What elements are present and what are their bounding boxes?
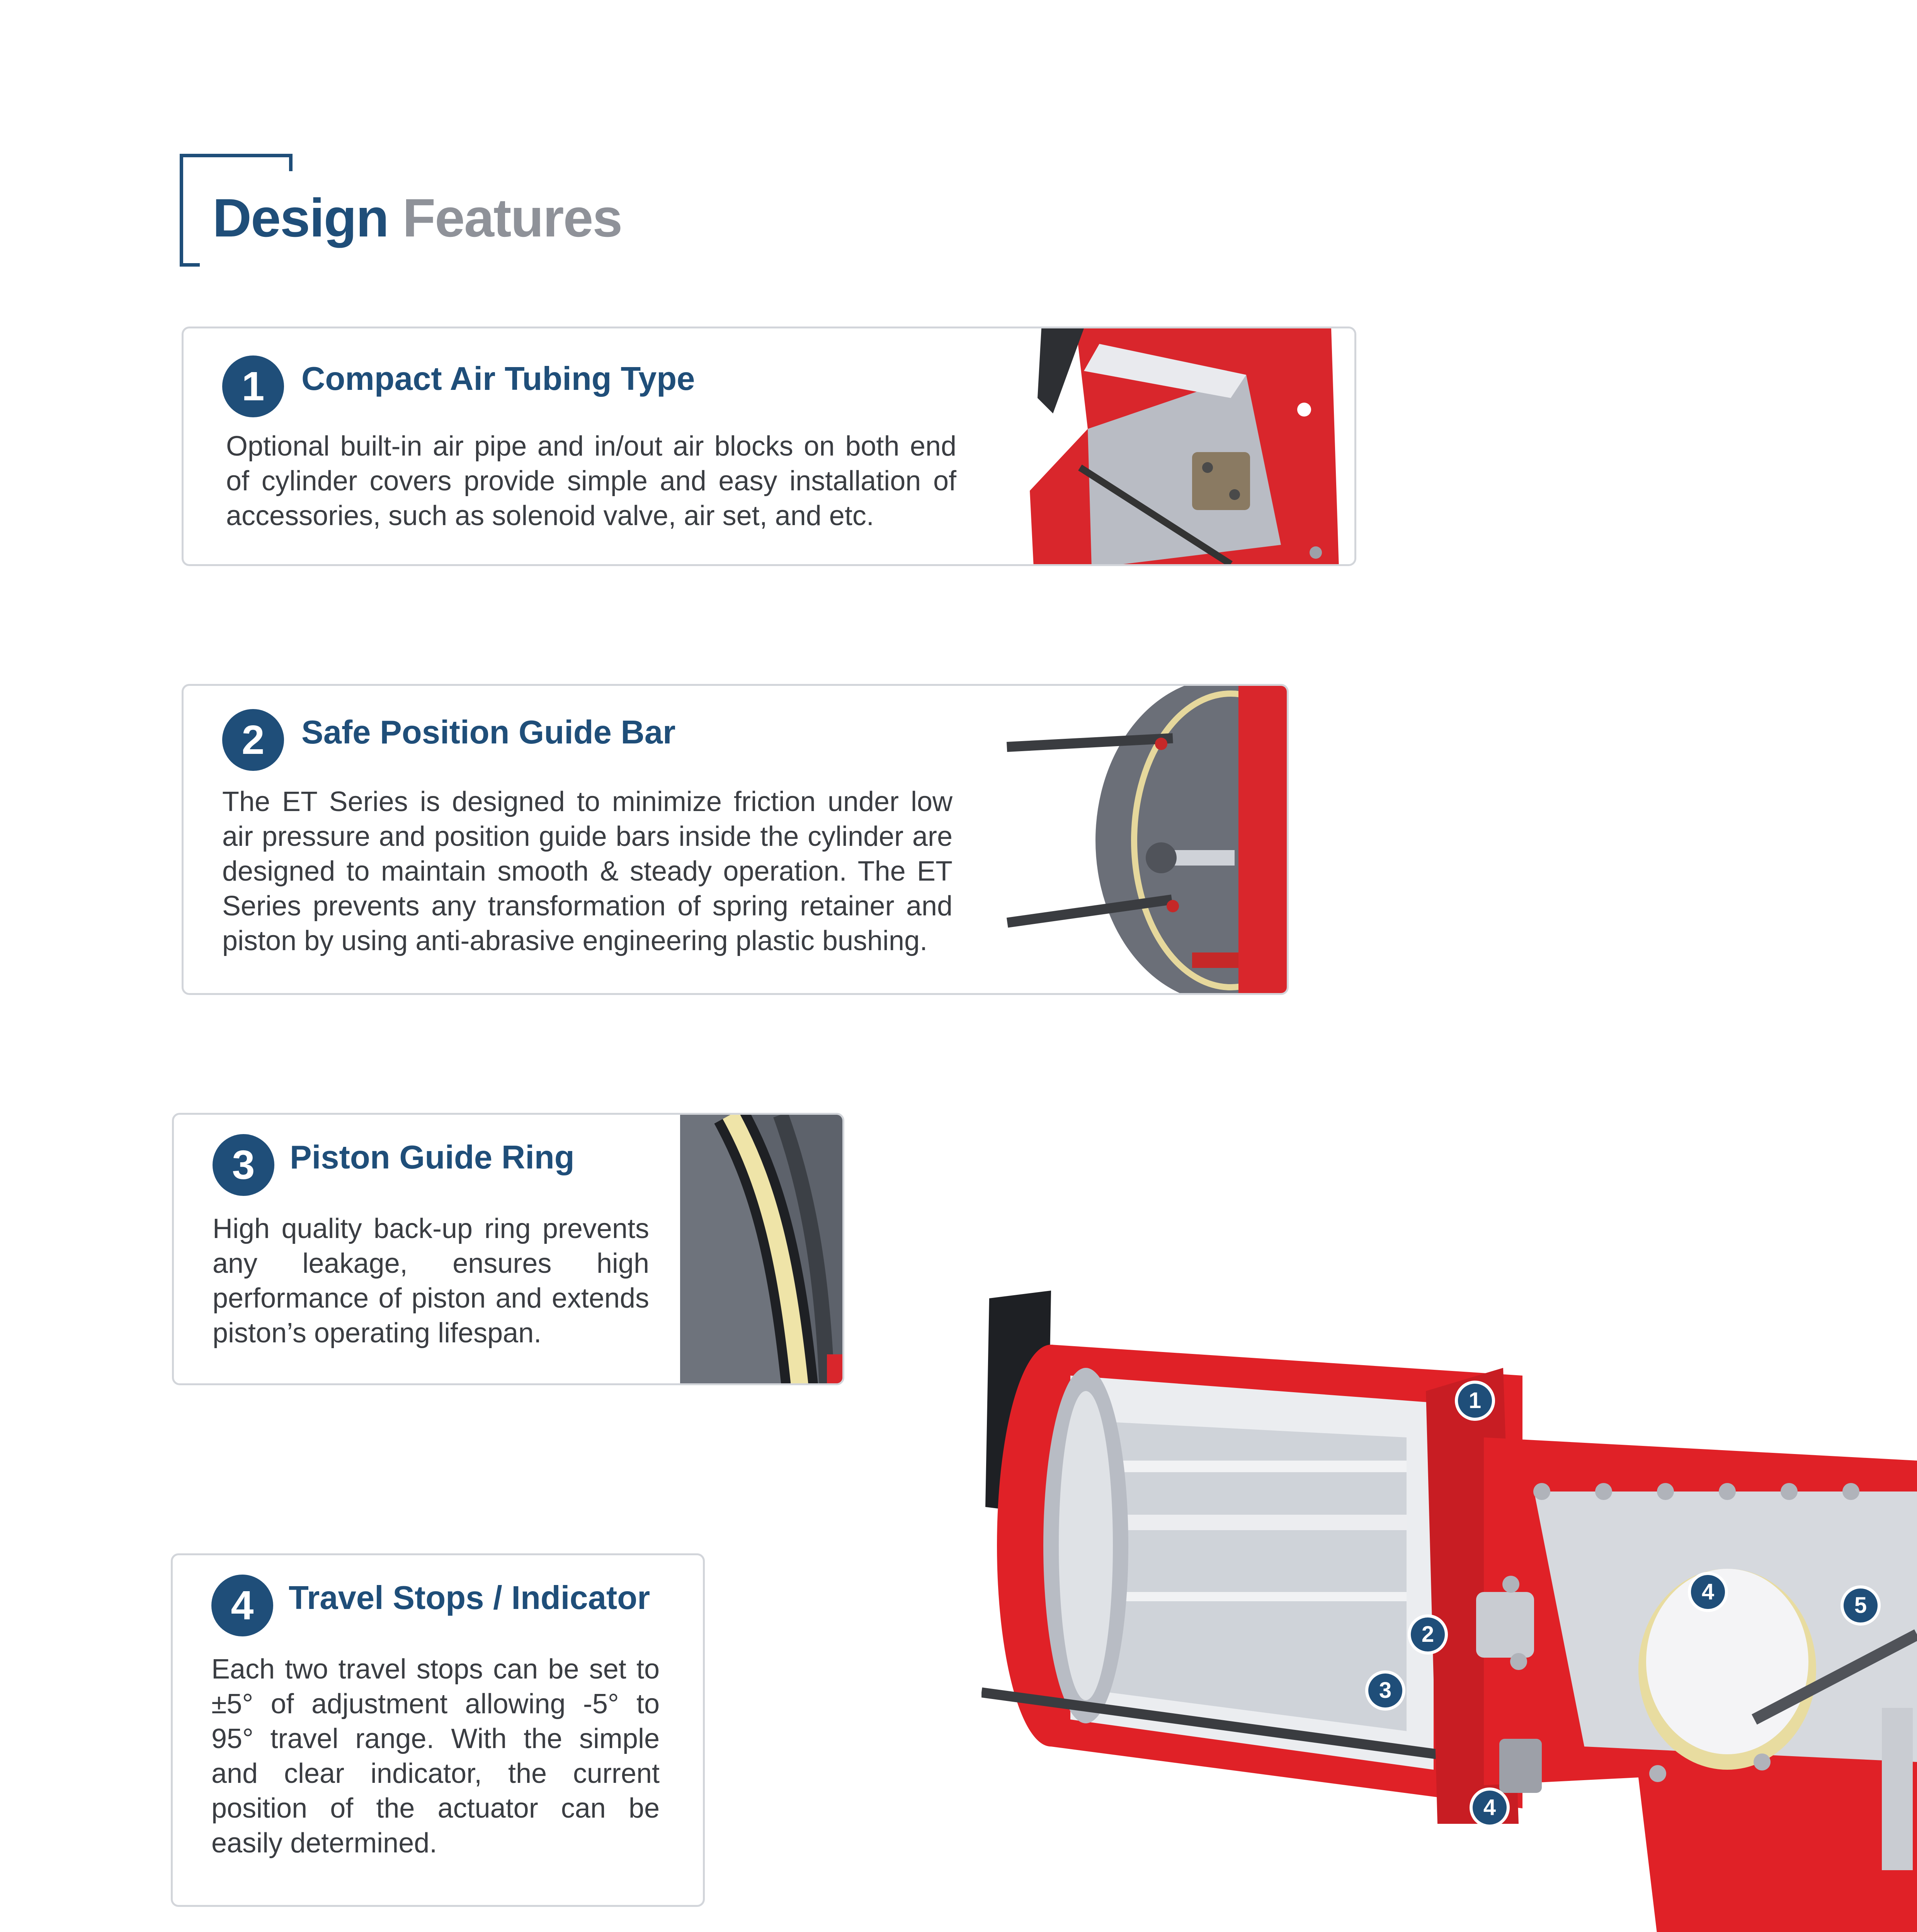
- page-title: [213, 185, 622, 250]
- actuator-cutaway-illustration: [981, 1275, 1917, 1932]
- air-tubing-photo: [1030, 328, 1356, 566]
- feature-number-badge: 2: [222, 709, 284, 771]
- callout-label: 5: [1854, 1593, 1867, 1618]
- feature-card-3: [172, 1113, 844, 1385]
- feature-card-4: [171, 1553, 705, 1907]
- callout-label: 1: [1468, 1388, 1482, 1413]
- feature-number-badge: 3: [213, 1134, 274, 1196]
- feature-title: Safe Position Guide Bar: [301, 714, 676, 751]
- page-title-word-1: Design: [213, 187, 388, 248]
- page-title-word-2: Features: [402, 187, 622, 248]
- feature-description: High quality back-up ring prevents any leakage, ensures high performance of piston and extends piston’s operating lifespan.: [213, 1213, 649, 1349]
- feature-title: Compact Air Tubing Type: [301, 361, 695, 397]
- feature-title: Piston Guide Ring: [290, 1139, 575, 1176]
- guide-bar-photo: [1007, 686, 1289, 995]
- callout-label: 2: [1421, 1622, 1434, 1647]
- feature-card-2: [182, 684, 1289, 995]
- feature-description: The ET Series is designed to minimize friction under low air pressure and position guide bars inside the cylinder are designed to maintain smooth & steady operation. The ET Series prevents any transformation of spring retainer and piston by using anti-abrasive engineering plastic bushing.: [222, 786, 953, 956]
- callout-label: 4: [1483, 1795, 1496, 1820]
- piston-ring-photo: [680, 1115, 844, 1385]
- feature-number-badge: 4: [211, 1575, 273, 1636]
- feature-description: Optional built-in air pipe and in/out air blocks on both end of cylinder covers provide simple and easy installation of accessories, such as solenoid valve, air set, and etc.: [226, 431, 956, 531]
- feature-card-1: [182, 327, 1356, 566]
- feature-number-badge: 1: [222, 355, 284, 417]
- feature-title: Travel Stops / Indicator: [289, 1580, 650, 1616]
- callout-label: 3: [1379, 1678, 1392, 1703]
- feature-description: Each two travel stops can be set to ±5° of adjustment allowing -5° to 95° travel range. With the simple and clear indicator, the current position of the actuator can be easily determined.: [211, 1654, 660, 1859]
- callout-label: 4: [1701, 1579, 1715, 1604]
